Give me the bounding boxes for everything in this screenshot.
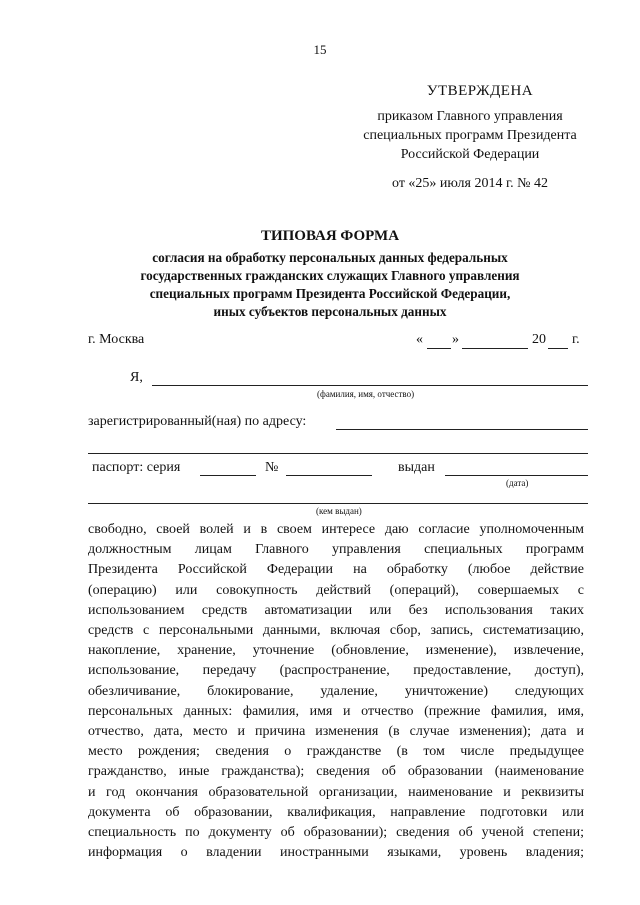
city-label: г. Москва — [88, 332, 145, 347]
address-label: зарегистрированный(ная) по адресу: — [88, 414, 307, 429]
body-line: место рождения; сведения о гражданстве (в том числе предыдущее — [88, 744, 584, 760]
issuer-field[interactable] — [88, 488, 588, 504]
issued-label: выдан — [398, 460, 435, 475]
body-line: средств с персональными данными, включая сбор, запись, систематизацию, — [88, 623, 584, 639]
form-title-line: иных субъектов персональных данных — [213, 304, 447, 319]
day-field[interactable] — [427, 334, 451, 349]
form-title-line: государственных гражданских служащих Главного управления — [140, 268, 520, 283]
body-line: информация о владении иностранными языками, уровень владения; — [88, 845, 584, 861]
body-line: накопление, хранение, уточнение (обновление, изменение), извлечение, — [88, 643, 584, 659]
year-suffix: г. — [572, 332, 580, 347]
body-line: использованием средств автоматизации или без использования таких — [88, 602, 584, 618]
month-field[interactable] — [462, 334, 528, 349]
page-number: 15 — [313, 42, 327, 57]
address-field[interactable] — [336, 414, 588, 430]
passport-number-field[interactable] — [286, 460, 372, 476]
approval-line: приказом Главного управления — [377, 109, 563, 124]
body-line: специальность по документу об образовании); сведения об ученой степени; — [88, 825, 584, 841]
issue-date-field[interactable] — [445, 460, 588, 476]
issuer-caption: (кем выдан) — [316, 506, 362, 516]
body-line: гражданство, иные гражданства); сведения об образовании (наименование — [88, 764, 584, 780]
i-label: Я, — [130, 370, 143, 385]
body-line: персональных данных: фамилия, имя и отчество (прежние фамилия, имя, — [88, 703, 584, 719]
year-prefix: 20 — [532, 332, 546, 347]
passport-series-field[interactable] — [200, 460, 256, 476]
body-line: отчество, дата, место и причина изменения (в случае изменения); дата и — [88, 724, 584, 740]
body-line: документа об образовании, квалификация, направление подготовки или — [88, 804, 584, 820]
approval-heading: УТВЕРЖДЕНА — [426, 83, 534, 99]
body-line: свободно, своей волей и в своем интересе даю согласие уполномоченным — [88, 522, 584, 537]
address-field-line2[interactable] — [88, 438, 588, 454]
year-field[interactable] — [548, 334, 568, 349]
consent-text — [88, 520, 584, 863]
date-open-quote: « — [416, 332, 423, 347]
form-title — [80, 228, 580, 321]
date-caption: (дата) — [506, 478, 529, 488]
body-line: обезличивание, блокирование, удаление, уничтожение) следующих — [88, 683, 584, 699]
body-line: использование, передачу (распространение, предоставление, доступ), — [88, 663, 584, 679]
approval-line: специальных программ Президента — [363, 128, 577, 143]
body-line: должностным лицам Главного управления специальных программ — [88, 542, 584, 558]
number-label: № — [265, 460, 279, 475]
passport-label: паспорт: серия — [92, 460, 181, 475]
body-line: (операцию) или совокупность действий (операций), совершаемых с — [88, 582, 584, 598]
body-line: и год окончания образовательной организации, наименование и реквизиты — [88, 784, 584, 800]
date-close-quote: » — [452, 332, 459, 347]
body-line: Президента Российской Федерации на обработку (любое действие — [88, 562, 584, 578]
form-title-line: согласия на обработку персональных данных федеральных — [152, 250, 508, 265]
form-title-main: ТИПОВАЯ ФОРМА — [260, 228, 400, 244]
approval-date: от «25» июля 2014 г. № 42 — [392, 176, 548, 191]
fio-caption: (фамилия, имя, отчество) — [317, 389, 415, 399]
approval-line: Российской Федерации — [400, 147, 540, 162]
fio-field[interactable] — [152, 370, 588, 386]
approval-block — [340, 82, 600, 193]
form-title-line: специальных программ Президента Российской Федерации, — [149, 286, 511, 301]
